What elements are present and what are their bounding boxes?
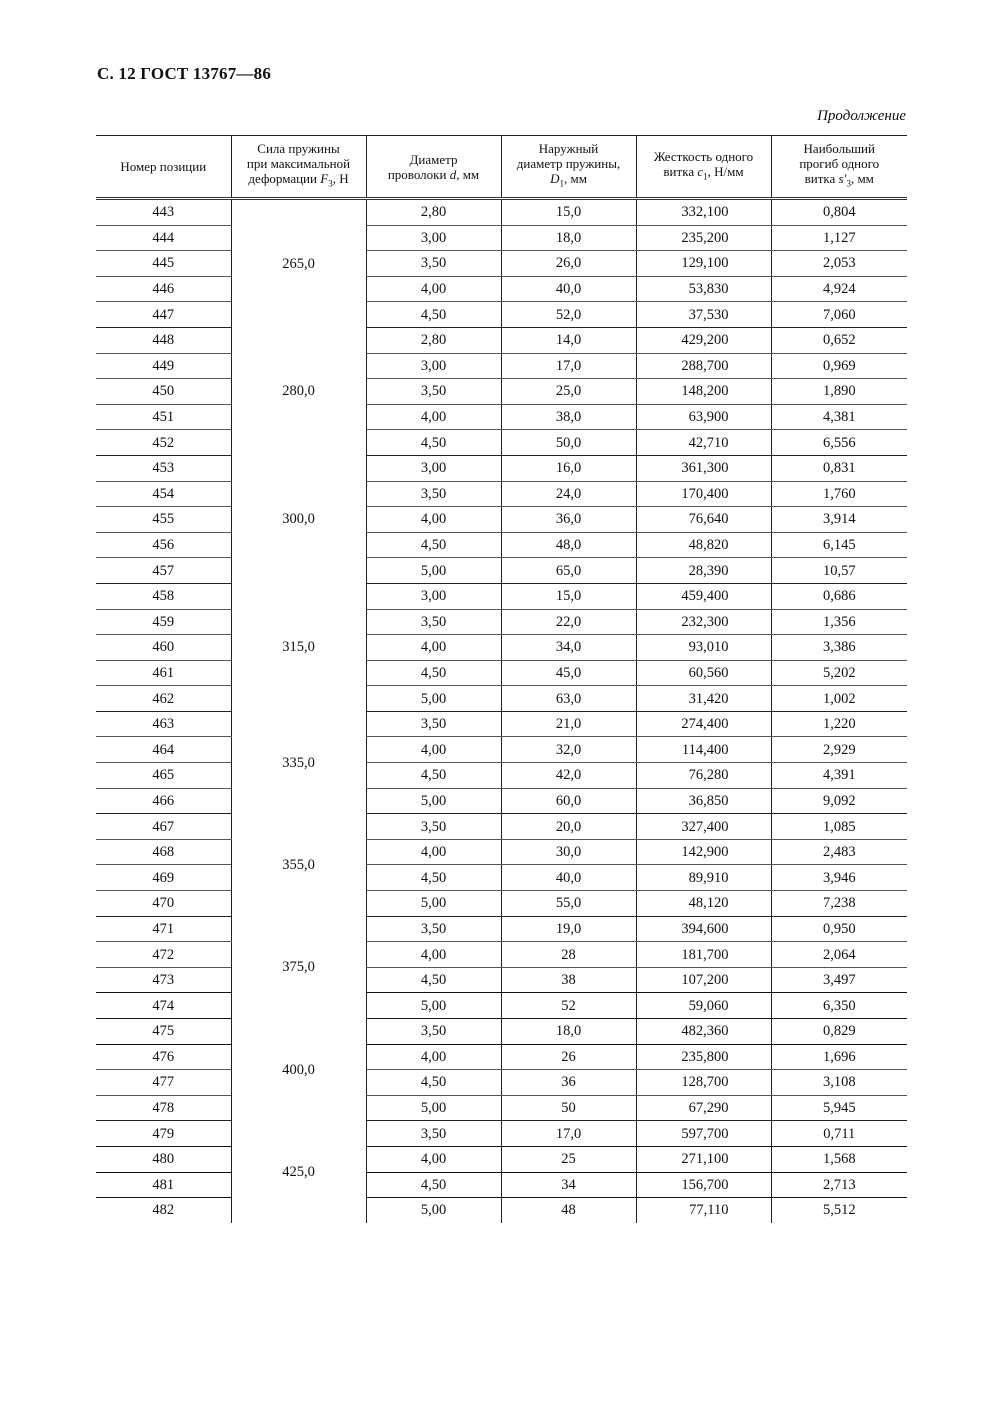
coil-stiffness-cell: 89,910 (636, 865, 771, 891)
position-number-cell: 444 (96, 225, 231, 251)
header-coil-stiffness: Жесткость одного витка $c_1$, Н/мм (636, 136, 771, 199)
max-deflection-cell: 3,108 (771, 1070, 907, 1096)
max-deflection-cell: 2,929 (771, 737, 907, 763)
table-row (96, 1095, 907, 1121)
outer-diameter-cell: 17,0 (501, 353, 636, 379)
outer-diameter-cell: 60,0 (501, 788, 636, 814)
table-row (96, 788, 907, 814)
table-row (96, 379, 907, 405)
outer-diameter-cell: 50 (501, 1095, 636, 1121)
wire-diameter-cell: 3,00 (366, 225, 501, 251)
outer-diameter-cell: 16,0 (501, 455, 636, 481)
spring-spec-table (96, 135, 907, 1223)
wire-diameter-cell: 4,00 (366, 404, 501, 430)
outer-diameter-cell: 40,0 (501, 865, 636, 891)
outer-diameter-cell: 55,0 (501, 891, 636, 917)
position-number-cell: 477 (96, 1070, 231, 1096)
coil-stiffness-cell: 128,700 (636, 1070, 771, 1096)
wire-diameter-cell: 5,00 (366, 1198, 501, 1223)
position-number-cell: 453 (96, 455, 231, 481)
table-row (96, 430, 907, 456)
table-row (96, 583, 907, 609)
coil-stiffness-cell: 394,600 (636, 916, 771, 942)
table-row (96, 532, 907, 558)
table-row (96, 1198, 907, 1223)
table-row (96, 1070, 907, 1096)
max-deflection-cell: 4,391 (771, 763, 907, 789)
outer-diameter-cell: 38,0 (501, 404, 636, 430)
table-row (96, 225, 907, 251)
wire-diameter-cell: 3,50 (366, 609, 501, 635)
wire-diameter-cell: 5,00 (366, 788, 501, 814)
spring-force-cell: 335,0 (231, 711, 366, 813)
outer-diameter-cell: 30,0 (501, 839, 636, 865)
coil-stiffness-cell: 76,280 (636, 763, 771, 789)
coil-stiffness-cell: 170,400 (636, 481, 771, 507)
position-number-cell: 482 (152, 1202, 175, 1219)
position-number-cell: 455 (96, 507, 231, 533)
position-number-cell: 473 (96, 967, 231, 993)
max-deflection-cell: 5,202 (771, 660, 907, 686)
table-row (96, 404, 907, 430)
coil-stiffness-cell: 36,850 (636, 788, 771, 814)
coil-stiffness-cell: 327,400 (636, 814, 771, 840)
coil-stiffness-cell: 67,290 (636, 1095, 771, 1121)
outer-diameter-cell: 34,0 (501, 635, 636, 661)
position-number-cell: 457 (96, 558, 231, 584)
position-number-cell: 443 (96, 199, 231, 226)
max-deflection-cell: 3,497 (771, 967, 907, 993)
spring-force-cell: 425,0 (231, 1121, 366, 1223)
outer-diameter-cell: 32,0 (501, 737, 636, 763)
max-deflection-cell: 5,512 (771, 1198, 907, 1223)
coil-stiffness-cell: 31,420 (636, 686, 771, 712)
table-row (96, 1146, 907, 1172)
spring-force-cell: 375,0 (231, 916, 366, 1018)
table-row (96, 942, 907, 968)
wire-diameter-cell: 4,00 (366, 942, 501, 968)
outer-diameter-cell: 26,0 (501, 251, 636, 277)
position-number-cell: 449 (96, 353, 231, 379)
wire-diameter-cell: 4,00 (366, 737, 501, 763)
wire-diameter-cell: 3,50 (366, 1121, 501, 1147)
wire-diameter-cell: 5,00 (366, 558, 501, 584)
position-number-cell: 470 (96, 891, 231, 917)
outer-diameter-cell: 50,0 (501, 430, 636, 456)
spring-force-cell: 355,0 (231, 814, 366, 916)
wire-diameter-cell: 3,50 (366, 1019, 501, 1045)
table-row (96, 558, 907, 584)
max-deflection-cell: 10,57 (771, 558, 907, 584)
coil-stiffness-cell: 114,400 (636, 737, 771, 763)
header-spring-force: Сила пружины при максимальной деформации $F_3$, Н (231, 136, 366, 199)
position-number-cell: 479 (96, 1121, 231, 1147)
max-deflection-cell: 1,568 (771, 1146, 907, 1172)
outer-diameter-cell: 42,0 (501, 763, 636, 789)
position-number-cell: 469 (96, 865, 231, 891)
wire-diameter-cell: 3,50 (366, 379, 501, 405)
position-number-cell: 456 (96, 532, 231, 558)
coil-stiffness-cell: 235,800 (636, 1044, 771, 1070)
table-row (96, 1172, 907, 1198)
coil-stiffness-cell: 129,100 (636, 251, 771, 277)
max-deflection-cell: 1,890 (771, 379, 907, 405)
max-deflection-cell: 9,092 (771, 788, 907, 814)
coil-stiffness-cell: 59,060 (636, 993, 771, 1019)
position-number-cell: 465 (96, 763, 231, 789)
table-row (96, 251, 907, 277)
position-number-cell: 472 (96, 942, 231, 968)
max-deflection-cell: 0,652 (771, 327, 907, 353)
coil-stiffness-cell: 37,530 (636, 302, 771, 328)
wire-diameter-cell: 4,00 (366, 839, 501, 865)
coil-stiffness-cell: 429,200 (636, 327, 771, 353)
max-deflection-cell: 0,804 (771, 199, 907, 226)
position-number-cell: 461 (96, 660, 231, 686)
wire-diameter-cell: 4,50 (366, 865, 501, 891)
position-number-cell: 446 (96, 276, 231, 302)
coil-stiffness-cell: 76,640 (636, 507, 771, 533)
table-row (96, 993, 907, 1019)
table-row (96, 839, 907, 865)
position-number-cell: 458 (96, 583, 231, 609)
coil-stiffness-cell: 42,710 (636, 430, 771, 456)
outer-diameter-cell: 18,0 (501, 1019, 636, 1045)
max-deflection-cell: 6,350 (771, 993, 907, 1019)
outer-diameter-cell: 48 (501, 1198, 636, 1223)
coil-stiffness-cell: 28,390 (636, 558, 771, 584)
table-row (96, 481, 907, 507)
max-deflection-cell: 3,946 (771, 865, 907, 891)
max-deflection-cell: 1,220 (771, 711, 907, 737)
coil-stiffness-cell: 48,820 (636, 532, 771, 558)
position-number-cell: 462 (96, 686, 231, 712)
outer-diameter-cell: 52 (501, 993, 636, 1019)
coil-stiffness-cell: 274,400 (636, 711, 771, 737)
coil-stiffness-cell: 142,900 (636, 839, 771, 865)
wire-diameter-cell: 5,00 (366, 993, 501, 1019)
max-deflection-cell: 1,085 (771, 814, 907, 840)
max-deflection-cell: 2,064 (771, 942, 907, 968)
wire-diameter-cell: 4,50 (366, 1172, 501, 1198)
outer-diameter-cell: 28 (501, 942, 636, 968)
table-row (96, 635, 907, 661)
wire-diameter-cell: 4,50 (366, 660, 501, 686)
wire-diameter-cell: 4,50 (366, 532, 501, 558)
outer-diameter-cell: 26 (501, 1044, 636, 1070)
coil-stiffness-cell: 181,700 (636, 942, 771, 968)
wire-diameter-cell: 4,00 (366, 635, 501, 661)
coil-stiffness-cell: 48,120 (636, 891, 771, 917)
outer-diameter-cell: 34 (501, 1172, 636, 1198)
outer-diameter-cell: 45,0 (501, 660, 636, 686)
position-number-cell: 468 (96, 839, 231, 865)
outer-diameter-cell: 25,0 (501, 379, 636, 405)
max-deflection-cell: 4,381 (771, 404, 907, 430)
table-row (96, 891, 907, 917)
position-number-cell: 460 (96, 635, 231, 661)
outer-diameter-cell: 22,0 (501, 609, 636, 635)
max-deflection-cell: 2,053 (771, 251, 907, 277)
wire-diameter-cell: 3,50 (366, 711, 501, 737)
wire-diameter-cell: 3,50 (366, 251, 501, 277)
wire-diameter-cell: 2,80 (366, 327, 501, 353)
coil-stiffness-cell: 60,560 (636, 660, 771, 686)
outer-diameter-cell: 36,0 (501, 507, 636, 533)
position-number-cell: 464 (96, 737, 231, 763)
header-max-deflection: Наибольший прогиб одного витка $s'_3$, мм (771, 136, 907, 199)
spring-force-cell: 300,0 (231, 455, 366, 583)
table-row (96, 353, 907, 379)
coil-stiffness-cell: 107,200 (636, 967, 771, 993)
table-body (96, 199, 907, 1223)
outer-diameter-cell: 21,0 (501, 711, 636, 737)
max-deflection-cell: 1,127 (771, 225, 907, 251)
outer-diameter-cell: 25 (501, 1146, 636, 1172)
position-number-cell: 475 (96, 1019, 231, 1045)
wire-diameter-cell: 4,50 (366, 1070, 501, 1096)
max-deflection-cell: 0,711 (771, 1121, 907, 1147)
table-row (96, 1019, 907, 1045)
outer-diameter-cell: 63,0 (501, 686, 636, 712)
max-deflection-cell: 0,969 (771, 353, 907, 379)
position-number-cell: 480 (96, 1146, 231, 1172)
spring-force-cell: 400,0 (231, 1019, 366, 1121)
max-deflection-cell: 1,760 (771, 481, 907, 507)
coil-stiffness-cell: 482,360 (636, 1019, 771, 1045)
max-deflection-cell: 3,386 (771, 635, 907, 661)
max-deflection-cell: 3,914 (771, 507, 907, 533)
wire-diameter-cell: 5,00 (366, 686, 501, 712)
max-deflection-cell: 6,145 (771, 532, 907, 558)
outer-diameter-cell: 15,0 (501, 199, 636, 226)
header-outer-diameter: Наружный диаметр пружины, $D_1$, мм (501, 136, 636, 199)
wire-diameter-cell: 3,00 (366, 353, 501, 379)
table-row (96, 1044, 907, 1070)
outer-diameter-cell: 52,0 (501, 302, 636, 328)
table-row (96, 327, 907, 353)
outer-diameter-cell: 15,0 (501, 583, 636, 609)
table-row (96, 1121, 907, 1147)
table-row (96, 763, 907, 789)
max-deflection-cell: 0,686 (771, 583, 907, 609)
spring-force-cell: 265,0 (231, 199, 366, 328)
continuation-label: Продолжение (817, 108, 906, 124)
coil-stiffness-cell: 271,100 (636, 1146, 771, 1172)
wire-diameter-cell: 3,50 (366, 481, 501, 507)
position-number-cell: 474 (96, 993, 231, 1019)
wire-diameter-cell: 4,00 (366, 1146, 501, 1172)
table-row (96, 276, 907, 302)
outer-diameter-cell: 18,0 (501, 225, 636, 251)
wire-diameter-cell: 3,00 (366, 583, 501, 609)
header-wire-diameter: Диаметр проволоки d, мм (366, 136, 501, 199)
max-deflection-cell: 0,950 (771, 916, 907, 942)
outer-diameter-cell: 40,0 (501, 276, 636, 302)
coil-stiffness-cell: 361,300 (636, 455, 771, 481)
wire-diameter-cell: 4,00 (366, 1044, 501, 1070)
outer-diameter-cell: 36 (501, 1070, 636, 1096)
outer-diameter-cell: 14,0 (501, 327, 636, 353)
table-row (96, 916, 907, 942)
position-number-cell: 448 (96, 327, 231, 353)
position-number-cell: 471 (96, 916, 231, 942)
wire-diameter-cell: 4,50 (366, 763, 501, 789)
outer-diameter-cell: 48,0 (501, 532, 636, 558)
position-number-cell: 463 (96, 711, 231, 737)
table-row (96, 865, 907, 891)
outer-diameter-cell: 65,0 (501, 558, 636, 584)
wire-diameter-cell: 2,80 (366, 199, 501, 226)
table-row (96, 814, 907, 840)
spring-force-cell: 315,0 (231, 583, 366, 711)
wire-diameter-cell: 5,00 (366, 891, 501, 917)
max-deflection-cell: 1,356 (771, 609, 907, 635)
table-row (96, 967, 907, 993)
max-deflection-cell: 0,829 (771, 1019, 907, 1045)
max-deflection-cell: 1,002 (771, 686, 907, 712)
coil-stiffness-cell: 232,300 (636, 609, 771, 635)
coil-stiffness-cell: 63,900 (636, 404, 771, 430)
position-number-cell: 481 (96, 1172, 231, 1198)
position-number-cell: 450 (96, 379, 231, 405)
max-deflection-cell: 4,924 (771, 276, 907, 302)
coil-stiffness-cell: 93,010 (636, 635, 771, 661)
coil-stiffness-cell: 53,830 (636, 276, 771, 302)
table-row (96, 660, 907, 686)
max-deflection-cell: 1,696 (771, 1044, 907, 1070)
table-row (96, 609, 907, 635)
outer-diameter-cell: 17,0 (501, 1121, 636, 1147)
wire-diameter-cell: 3,00 (366, 455, 501, 481)
max-deflection-cell: 7,060 (771, 302, 907, 328)
position-number-cell: 452 (96, 430, 231, 456)
max-deflection-cell: 2,713 (771, 1172, 907, 1198)
wire-diameter-cell: 4,50 (366, 302, 501, 328)
coil-stiffness-cell: 459,400 (636, 583, 771, 609)
position-number-cell: 466 (96, 788, 231, 814)
coil-stiffness-cell: 77,110 (636, 1198, 771, 1223)
table-row (96, 737, 907, 763)
wire-diameter-cell: 4,00 (366, 507, 501, 533)
table-row (96, 507, 907, 533)
coil-stiffness-cell: 156,700 (636, 1172, 771, 1198)
coil-stiffness-cell: 288,700 (636, 353, 771, 379)
outer-diameter-cell: 38 (501, 967, 636, 993)
table-row (96, 199, 907, 226)
table-row (96, 455, 907, 481)
max-deflection-cell: 6,556 (771, 430, 907, 456)
position-number-cell: 454 (96, 481, 231, 507)
position-number-cell: 478 (96, 1095, 231, 1121)
position-number-cell: 445 (96, 251, 231, 277)
outer-diameter-cell: 24,0 (501, 481, 636, 507)
outer-diameter-cell: 19,0 (501, 916, 636, 942)
coil-stiffness-cell: 148,200 (636, 379, 771, 405)
wire-diameter-cell: 3,50 (366, 916, 501, 942)
coil-stiffness-cell: 597,700 (636, 1121, 771, 1147)
table-row (96, 711, 907, 737)
max-deflection-cell: 7,238 (771, 891, 907, 917)
coil-stiffness-cell: 332,100 (636, 199, 771, 226)
max-deflection-cell: 2,483 (771, 839, 907, 865)
position-number-cell: 459 (96, 609, 231, 635)
position-number-cell: 476 (96, 1044, 231, 1070)
wire-diameter-cell: 4,50 (366, 967, 501, 993)
wire-diameter-cell: 5,00 (366, 1095, 501, 1121)
wire-diameter-cell: 4,50 (366, 430, 501, 456)
position-number-cell: 467 (96, 814, 231, 840)
page-header: С. 12 ГОСТ 13767—86 (97, 64, 272, 83)
position-number-cell: 451 (96, 404, 231, 430)
table-row (96, 302, 907, 328)
table-header (96, 136, 907, 199)
table-row (96, 686, 907, 712)
wire-diameter-cell: 3,50 (366, 814, 501, 840)
spring-force-cell: 280,0 (231, 327, 366, 455)
coil-stiffness-cell: 235,200 (636, 225, 771, 251)
position-number-cell: 447 (96, 302, 231, 328)
wire-diameter-cell: 4,00 (366, 276, 501, 302)
header-position-number: Номер позиции (96, 136, 231, 199)
outer-diameter-cell: 20,0 (501, 814, 636, 840)
max-deflection-cell: 0,831 (771, 455, 907, 481)
max-deflection-cell: 5,945 (771, 1095, 907, 1121)
